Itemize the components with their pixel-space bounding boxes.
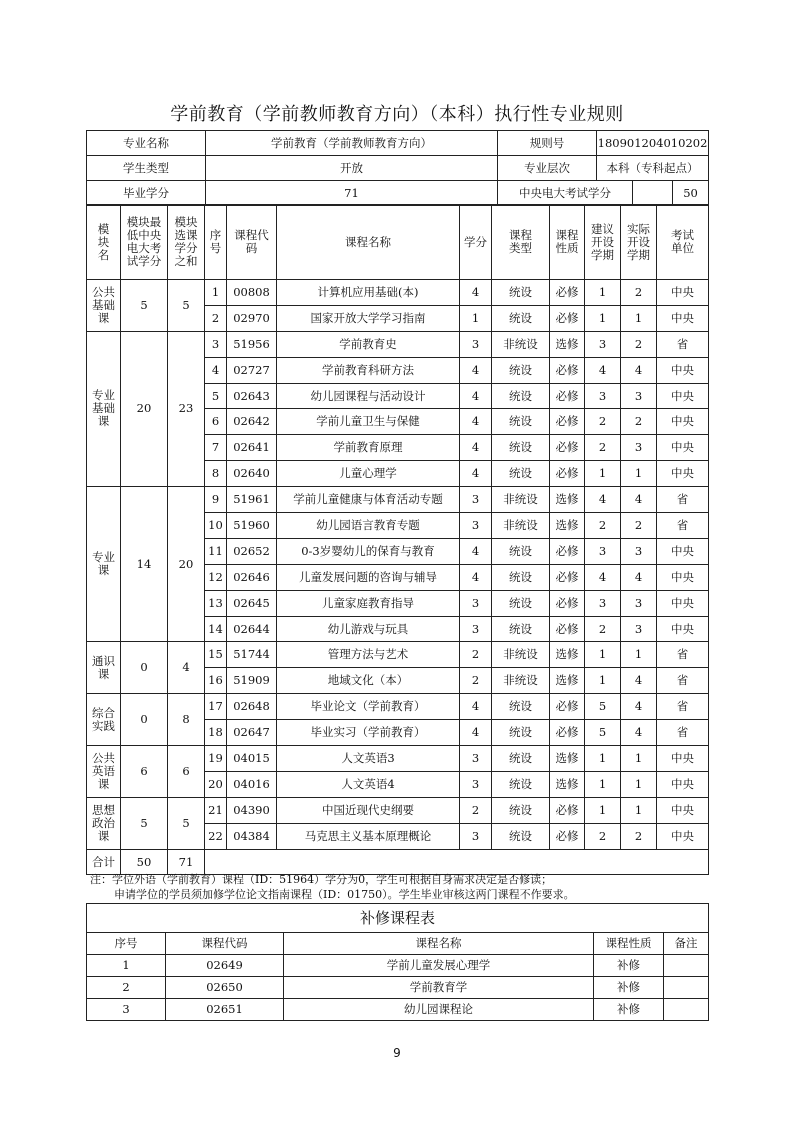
course-nature: 选修 xyxy=(550,642,585,668)
course-seq: 21 xyxy=(205,797,227,823)
course-name: 人文英语3 xyxy=(277,746,460,772)
course-row xyxy=(87,487,709,513)
course-type: 统设 xyxy=(492,305,550,331)
course-type: 统设 xyxy=(492,823,550,849)
course-nature: 选修 xyxy=(550,668,585,694)
course-actual-term: 2 xyxy=(621,513,657,539)
course-code: 02641 xyxy=(227,435,277,461)
level-value: 本科（专科起点） xyxy=(597,156,709,181)
course-exam-unit: 中央 xyxy=(657,797,709,823)
course-name: 儿童发展问题的咨询与辅导 xyxy=(277,564,460,590)
course-actual-term: 4 xyxy=(621,357,657,383)
course-suggest-term: 2 xyxy=(585,513,621,539)
course-nature: 必修 xyxy=(550,538,585,564)
total-min: 50 xyxy=(121,849,168,875)
course-type: 统设 xyxy=(492,538,550,564)
course-type: 统设 xyxy=(492,461,550,487)
course-header-row xyxy=(87,205,709,280)
course-actual-term: 1 xyxy=(621,746,657,772)
course-actual-term: 4 xyxy=(621,487,657,513)
course-actual-term: 1 xyxy=(621,771,657,797)
central-value: 50 xyxy=(673,181,709,206)
course-suggest-term: 1 xyxy=(585,746,621,772)
course-actual-term: 3 xyxy=(621,538,657,564)
course-exam-unit: 中央 xyxy=(657,435,709,461)
info-row xyxy=(87,181,709,206)
course-name: 儿童家庭教育指导 xyxy=(277,590,460,616)
course-suggest-term: 1 xyxy=(585,771,621,797)
course-nature: 选修 xyxy=(550,487,585,513)
course-suggest-term: 1 xyxy=(585,280,621,306)
course-code: 04015 xyxy=(227,746,277,772)
course-seq: 3 xyxy=(205,331,227,357)
course-code: 02652 xyxy=(227,538,277,564)
module-name: 思想政治课 xyxy=(87,797,121,849)
module-name: 专业课 xyxy=(87,487,121,642)
course-seq: 9 xyxy=(205,487,227,513)
course-nature: 必修 xyxy=(550,694,585,720)
course-suggest-term: 4 xyxy=(585,357,621,383)
course-code: 02642 xyxy=(227,409,277,435)
course-code: 00808 xyxy=(227,280,277,306)
course-suggest-term: 1 xyxy=(585,642,621,668)
supp-remark xyxy=(664,955,709,977)
course-name: 幼儿园语言教育专题 xyxy=(277,513,460,539)
course-credit: 1 xyxy=(460,305,492,331)
supp-nature: 补修 xyxy=(594,999,664,1021)
student-type-label: 学生类型 xyxy=(87,156,206,181)
course-suggest-term: 1 xyxy=(585,797,621,823)
course-suggest-term: 5 xyxy=(585,720,621,746)
course-actual-term: 3 xyxy=(621,383,657,409)
supp-code: 02649 xyxy=(166,955,284,977)
page-title: 学前教育（学前教师教育方向）（本科）执行性专业规则 xyxy=(170,104,624,125)
course-credit: 3 xyxy=(460,487,492,513)
course-nature: 必修 xyxy=(550,305,585,331)
course-type: 非统设 xyxy=(492,642,550,668)
course-exam-unit: 省 xyxy=(657,642,709,668)
course-actual-term: 1 xyxy=(621,305,657,331)
course-credit: 4 xyxy=(460,694,492,720)
course-name: 儿童心理学 xyxy=(277,461,460,487)
course-row xyxy=(87,797,709,823)
total-label: 合计 xyxy=(87,849,121,875)
course-name: 毕业实习（学前教育） xyxy=(277,720,460,746)
course-code: 02648 xyxy=(227,694,277,720)
course-seq: 2 xyxy=(205,305,227,331)
course-exam-unit: 省 xyxy=(657,487,709,513)
course-seq: 15 xyxy=(205,642,227,668)
course-seq: 20 xyxy=(205,771,227,797)
course-seq: 7 xyxy=(205,435,227,461)
supplement-header: 序号 xyxy=(87,933,166,955)
header-seq: 序号 xyxy=(205,205,227,280)
module-sum-credits: 6 xyxy=(168,746,205,798)
course-type: 统设 xyxy=(492,383,550,409)
central-empty xyxy=(633,181,673,206)
course-nature: 选修 xyxy=(550,513,585,539)
course-seq: 8 xyxy=(205,461,227,487)
course-nature: 必修 xyxy=(550,461,585,487)
supplement-table xyxy=(86,903,709,1021)
module-sum-credits: 5 xyxy=(168,797,205,849)
course-name: 学前教育原理 xyxy=(277,435,460,461)
module-sum-credits: 23 xyxy=(168,331,205,486)
course-code: 02647 xyxy=(227,720,277,746)
course-code: 04390 xyxy=(227,797,277,823)
course-seq: 22 xyxy=(205,823,227,849)
supplement-title-row xyxy=(87,904,709,933)
course-actual-term: 3 xyxy=(621,590,657,616)
course-type: 统设 xyxy=(492,280,550,306)
course-type: 统设 xyxy=(492,357,550,383)
course-nature: 选修 xyxy=(550,331,585,357)
course-credit: 4 xyxy=(460,357,492,383)
course-seq: 10 xyxy=(205,513,227,539)
supp-seq: 1 xyxy=(87,955,166,977)
header-sum-credits: 模块选课学分之和 xyxy=(168,205,205,280)
course-row xyxy=(87,642,709,668)
course-credit: 3 xyxy=(460,331,492,357)
course-actual-term: 2 xyxy=(621,823,657,849)
course-seq: 18 xyxy=(205,720,227,746)
course-exam-unit: 省 xyxy=(657,331,709,357)
course-credit: 4 xyxy=(460,538,492,564)
course-actual-term: 4 xyxy=(621,694,657,720)
course-exam-unit: 中央 xyxy=(657,538,709,564)
course-code: 02727 xyxy=(227,357,277,383)
course-suggest-term: 3 xyxy=(585,538,621,564)
course-type: 非统设 xyxy=(492,668,550,694)
header-ctype: 课程类型 xyxy=(492,205,550,280)
header-exam: 考试单位 xyxy=(657,205,709,280)
course-row xyxy=(87,280,709,306)
course-seq: 12 xyxy=(205,564,227,590)
course-nature: 必修 xyxy=(550,435,585,461)
course-name: 马克思主义基本原理概论 xyxy=(277,823,460,849)
module-name: 公共英语课 xyxy=(87,746,121,798)
course-table xyxy=(86,204,709,875)
course-type: 统设 xyxy=(492,590,550,616)
header-name: 课程名称 xyxy=(277,205,460,280)
major-info-table xyxy=(86,130,709,206)
course-actual-term: 1 xyxy=(621,461,657,487)
course-exam-unit: 中央 xyxy=(657,564,709,590)
course-suggest-term: 2 xyxy=(585,409,621,435)
course-name: 学前教育科研方法 xyxy=(277,357,460,383)
course-actual-term: 4 xyxy=(621,668,657,694)
course-nature: 必修 xyxy=(550,280,585,306)
course-nature: 必修 xyxy=(550,823,585,849)
course-name: 地域文化（本） xyxy=(277,668,460,694)
course-nature: 必修 xyxy=(550,797,585,823)
course-actual-term: 2 xyxy=(621,331,657,357)
course-name: 中国近现代史纲要 xyxy=(277,797,460,823)
course-type: 统设 xyxy=(492,746,550,772)
credits-value: 71 xyxy=(206,181,498,206)
course-nature: 必修 xyxy=(550,357,585,383)
course-suggest-term: 2 xyxy=(585,435,621,461)
course-suggest-term: 2 xyxy=(585,823,621,849)
course-row xyxy=(87,746,709,772)
course-suggest-term: 2 xyxy=(585,616,621,642)
supp-nature: 补修 xyxy=(594,955,664,977)
course-exam-unit: 中央 xyxy=(657,280,709,306)
supplement-header: 备注 xyxy=(664,933,709,955)
supp-name: 学前教育学 xyxy=(284,977,594,999)
major-label: 专业名称 xyxy=(87,131,206,156)
module-min-central: 0 xyxy=(121,694,168,746)
note-line-2: 申请学位的学员须加修学位论文指南课程（ID：01750）。学生毕业审核这两门课程不作要求。 xyxy=(114,888,575,901)
course-credit: 4 xyxy=(460,280,492,306)
module-sum-credits: 4 xyxy=(168,642,205,694)
course-name: 管理方法与艺术 xyxy=(277,642,460,668)
course-exam-unit: 中央 xyxy=(657,771,709,797)
course-seq: 1 xyxy=(205,280,227,306)
course-type: 统设 xyxy=(492,616,550,642)
info-row xyxy=(87,156,709,181)
course-credit: 4 xyxy=(460,720,492,746)
course-code: 02646 xyxy=(227,564,277,590)
course-exam-unit: 中央 xyxy=(657,305,709,331)
supplement-row xyxy=(87,955,709,977)
course-exam-unit: 中央 xyxy=(657,357,709,383)
course-nature: 必修 xyxy=(550,383,585,409)
course-type: 非统设 xyxy=(492,331,550,357)
module-sum-credits: 8 xyxy=(168,694,205,746)
page-number: 9 xyxy=(393,1046,401,1060)
course-code: 02970 xyxy=(227,305,277,331)
course-seq: 13 xyxy=(205,590,227,616)
course-credit: 2 xyxy=(460,668,492,694)
supplement-row xyxy=(87,999,709,1021)
course-actual-term: 2 xyxy=(621,280,657,306)
course-credit: 4 xyxy=(460,435,492,461)
course-suggest-term: 1 xyxy=(585,305,621,331)
student-type-value: 开放 xyxy=(206,156,498,181)
supplement-row xyxy=(87,977,709,999)
course-exam-unit: 中央 xyxy=(657,383,709,409)
course-nature: 必修 xyxy=(550,616,585,642)
module-min-central: 5 xyxy=(121,280,168,332)
supp-code: 02650 xyxy=(166,977,284,999)
supp-seq: 2 xyxy=(87,977,166,999)
supp-nature: 补修 xyxy=(594,977,664,999)
course-code: 02644 xyxy=(227,616,277,642)
course-type: 统设 xyxy=(492,797,550,823)
course-type: 非统设 xyxy=(492,513,550,539)
module-min-central: 0 xyxy=(121,642,168,694)
course-type: 统设 xyxy=(492,771,550,797)
notes xyxy=(90,872,710,902)
course-actual-term: 4 xyxy=(621,564,657,590)
course-suggest-term: 5 xyxy=(585,694,621,720)
course-type: 统设 xyxy=(492,694,550,720)
course-name: 学前儿童健康与体育活动专题 xyxy=(277,487,460,513)
course-actual-term: 1 xyxy=(621,642,657,668)
course-exam-unit: 中央 xyxy=(657,409,709,435)
course-exam-unit: 省 xyxy=(657,668,709,694)
course-name: 国家开放大学学习指南 xyxy=(277,305,460,331)
supplement-header: 课程名称 xyxy=(284,933,594,955)
module-min-central: 5 xyxy=(121,797,168,849)
rule-label: 规则号 xyxy=(498,131,597,156)
course-name: 毕业论文（学前教育） xyxy=(277,694,460,720)
course-credit: 4 xyxy=(460,409,492,435)
course-exam-unit: 省 xyxy=(657,513,709,539)
course-nature: 选修 xyxy=(550,746,585,772)
course-name: 幼儿游戏与玩具 xyxy=(277,616,460,642)
course-name: 学前儿童卫生与保健 xyxy=(277,409,460,435)
header-suggest: 建议开设学期 xyxy=(585,205,621,280)
course-suggest-term: 1 xyxy=(585,668,621,694)
supplement-header: 课程代码 xyxy=(166,933,284,955)
course-credit: 2 xyxy=(460,797,492,823)
course-credit: 3 xyxy=(460,823,492,849)
major-value: 学前教育（学前教师教育方向） xyxy=(206,131,498,156)
credits-label: 毕业学分 xyxy=(87,181,206,206)
course-credit: 3 xyxy=(460,590,492,616)
module-name: 通识课 xyxy=(87,642,121,694)
course-seq: 19 xyxy=(205,746,227,772)
course-suggest-term: 1 xyxy=(585,461,621,487)
course-credit: 3 xyxy=(460,616,492,642)
module-name: 综合实践 xyxy=(87,694,121,746)
module-min-central: 14 xyxy=(121,487,168,642)
course-credit: 4 xyxy=(460,461,492,487)
course-name: 幼儿园课程与活动设计 xyxy=(277,383,460,409)
supplement-header: 课程性质 xyxy=(594,933,664,955)
course-seq: 4 xyxy=(205,357,227,383)
course-row xyxy=(87,331,709,357)
course-credit: 4 xyxy=(460,383,492,409)
course-exam-unit: 省 xyxy=(657,720,709,746)
module-sum-credits: 5 xyxy=(168,280,205,332)
course-suggest-term: 3 xyxy=(585,331,621,357)
course-code: 02645 xyxy=(227,590,277,616)
course-type: 统设 xyxy=(492,720,550,746)
course-exam-unit: 中央 xyxy=(657,616,709,642)
total-sum: 71 xyxy=(168,849,205,875)
course-actual-term: 1 xyxy=(621,797,657,823)
course-nature: 必修 xyxy=(550,720,585,746)
header-min-central: 模块最低中央电大考试学分 xyxy=(121,205,168,280)
course-credit: 3 xyxy=(460,746,492,772)
course-exam-unit: 中央 xyxy=(657,746,709,772)
course-exam-unit: 中央 xyxy=(657,461,709,487)
course-nature: 必修 xyxy=(550,409,585,435)
course-credit: 4 xyxy=(460,564,492,590)
course-seq: 14 xyxy=(205,616,227,642)
course-credit: 3 xyxy=(460,771,492,797)
supplement-header-row xyxy=(87,933,709,955)
course-name: 学前教育史 xyxy=(277,331,460,357)
course-type: 统设 xyxy=(492,564,550,590)
level-label: 专业层次 xyxy=(498,156,597,181)
course-code: 51961 xyxy=(227,487,277,513)
note-line-1: 注：学位外语（学前教育）课程（ID：51964）学分为0，学生可根据自身需求决定是否修读； xyxy=(90,873,553,886)
course-credit: 3 xyxy=(460,513,492,539)
course-nature: 必修 xyxy=(550,564,585,590)
course-type: 统设 xyxy=(492,409,550,435)
course-actual-term: 2 xyxy=(621,409,657,435)
course-type: 统设 xyxy=(492,435,550,461)
course-seq: 16 xyxy=(205,668,227,694)
course-actual-term: 4 xyxy=(621,720,657,746)
header-actual: 实际开设学期 xyxy=(621,205,657,280)
course-exam-unit: 中央 xyxy=(657,823,709,849)
module-min-central: 20 xyxy=(121,331,168,486)
course-nature: 选修 xyxy=(550,771,585,797)
course-actual-term: 3 xyxy=(621,616,657,642)
course-name: 计算机应用基础(本) xyxy=(277,280,460,306)
central-label: 中央电大考试学分 xyxy=(498,181,633,206)
module-sum-credits: 20 xyxy=(168,487,205,642)
course-name: 人文英语4 xyxy=(277,771,460,797)
header-module: 模块名 xyxy=(87,205,121,280)
supp-remark xyxy=(664,999,709,1021)
course-code: 51744 xyxy=(227,642,277,668)
course-type: 非统设 xyxy=(492,487,550,513)
supp-name: 幼儿园课程论 xyxy=(284,999,594,1021)
course-suggest-term: 4 xyxy=(585,487,621,513)
course-nature: 必修 xyxy=(550,590,585,616)
course-code: 51956 xyxy=(227,331,277,357)
module-name: 专业基础课 xyxy=(87,331,121,486)
course-suggest-term: 3 xyxy=(585,590,621,616)
course-row xyxy=(87,694,709,720)
course-credit: 2 xyxy=(460,642,492,668)
course-code: 02640 xyxy=(227,461,277,487)
course-seq: 17 xyxy=(205,694,227,720)
course-seq: 5 xyxy=(205,383,227,409)
course-code: 02643 xyxy=(227,383,277,409)
supp-name: 学前儿童发展心理学 xyxy=(284,955,594,977)
course-name: 0-3岁婴幼儿的保育与教育 xyxy=(277,538,460,564)
course-suggest-term: 4 xyxy=(585,564,621,590)
header-credit: 学分 xyxy=(460,205,492,280)
rule-value: 180901204010202 xyxy=(597,131,709,156)
module-min-central: 6 xyxy=(121,746,168,798)
course-code: 51960 xyxy=(227,513,277,539)
course-exam-unit: 中央 xyxy=(657,590,709,616)
course-exam-unit: 省 xyxy=(657,694,709,720)
module-name: 公共基础课 xyxy=(87,280,121,332)
header-code: 课程代码 xyxy=(227,205,277,280)
info-row xyxy=(87,131,709,156)
supplement-title: 补修课程表 xyxy=(87,904,709,933)
course-code: 04016 xyxy=(227,771,277,797)
supp-seq: 3 xyxy=(87,999,166,1021)
course-actual-term: 3 xyxy=(621,435,657,461)
course-suggest-term: 3 xyxy=(585,383,621,409)
course-seq: 11 xyxy=(205,538,227,564)
course-code: 04384 xyxy=(227,823,277,849)
header-nature: 课程性质 xyxy=(550,205,585,280)
course-seq: 6 xyxy=(205,409,227,435)
supp-remark xyxy=(664,977,709,999)
supp-code: 02651 xyxy=(166,999,284,1021)
course-code: 51909 xyxy=(227,668,277,694)
